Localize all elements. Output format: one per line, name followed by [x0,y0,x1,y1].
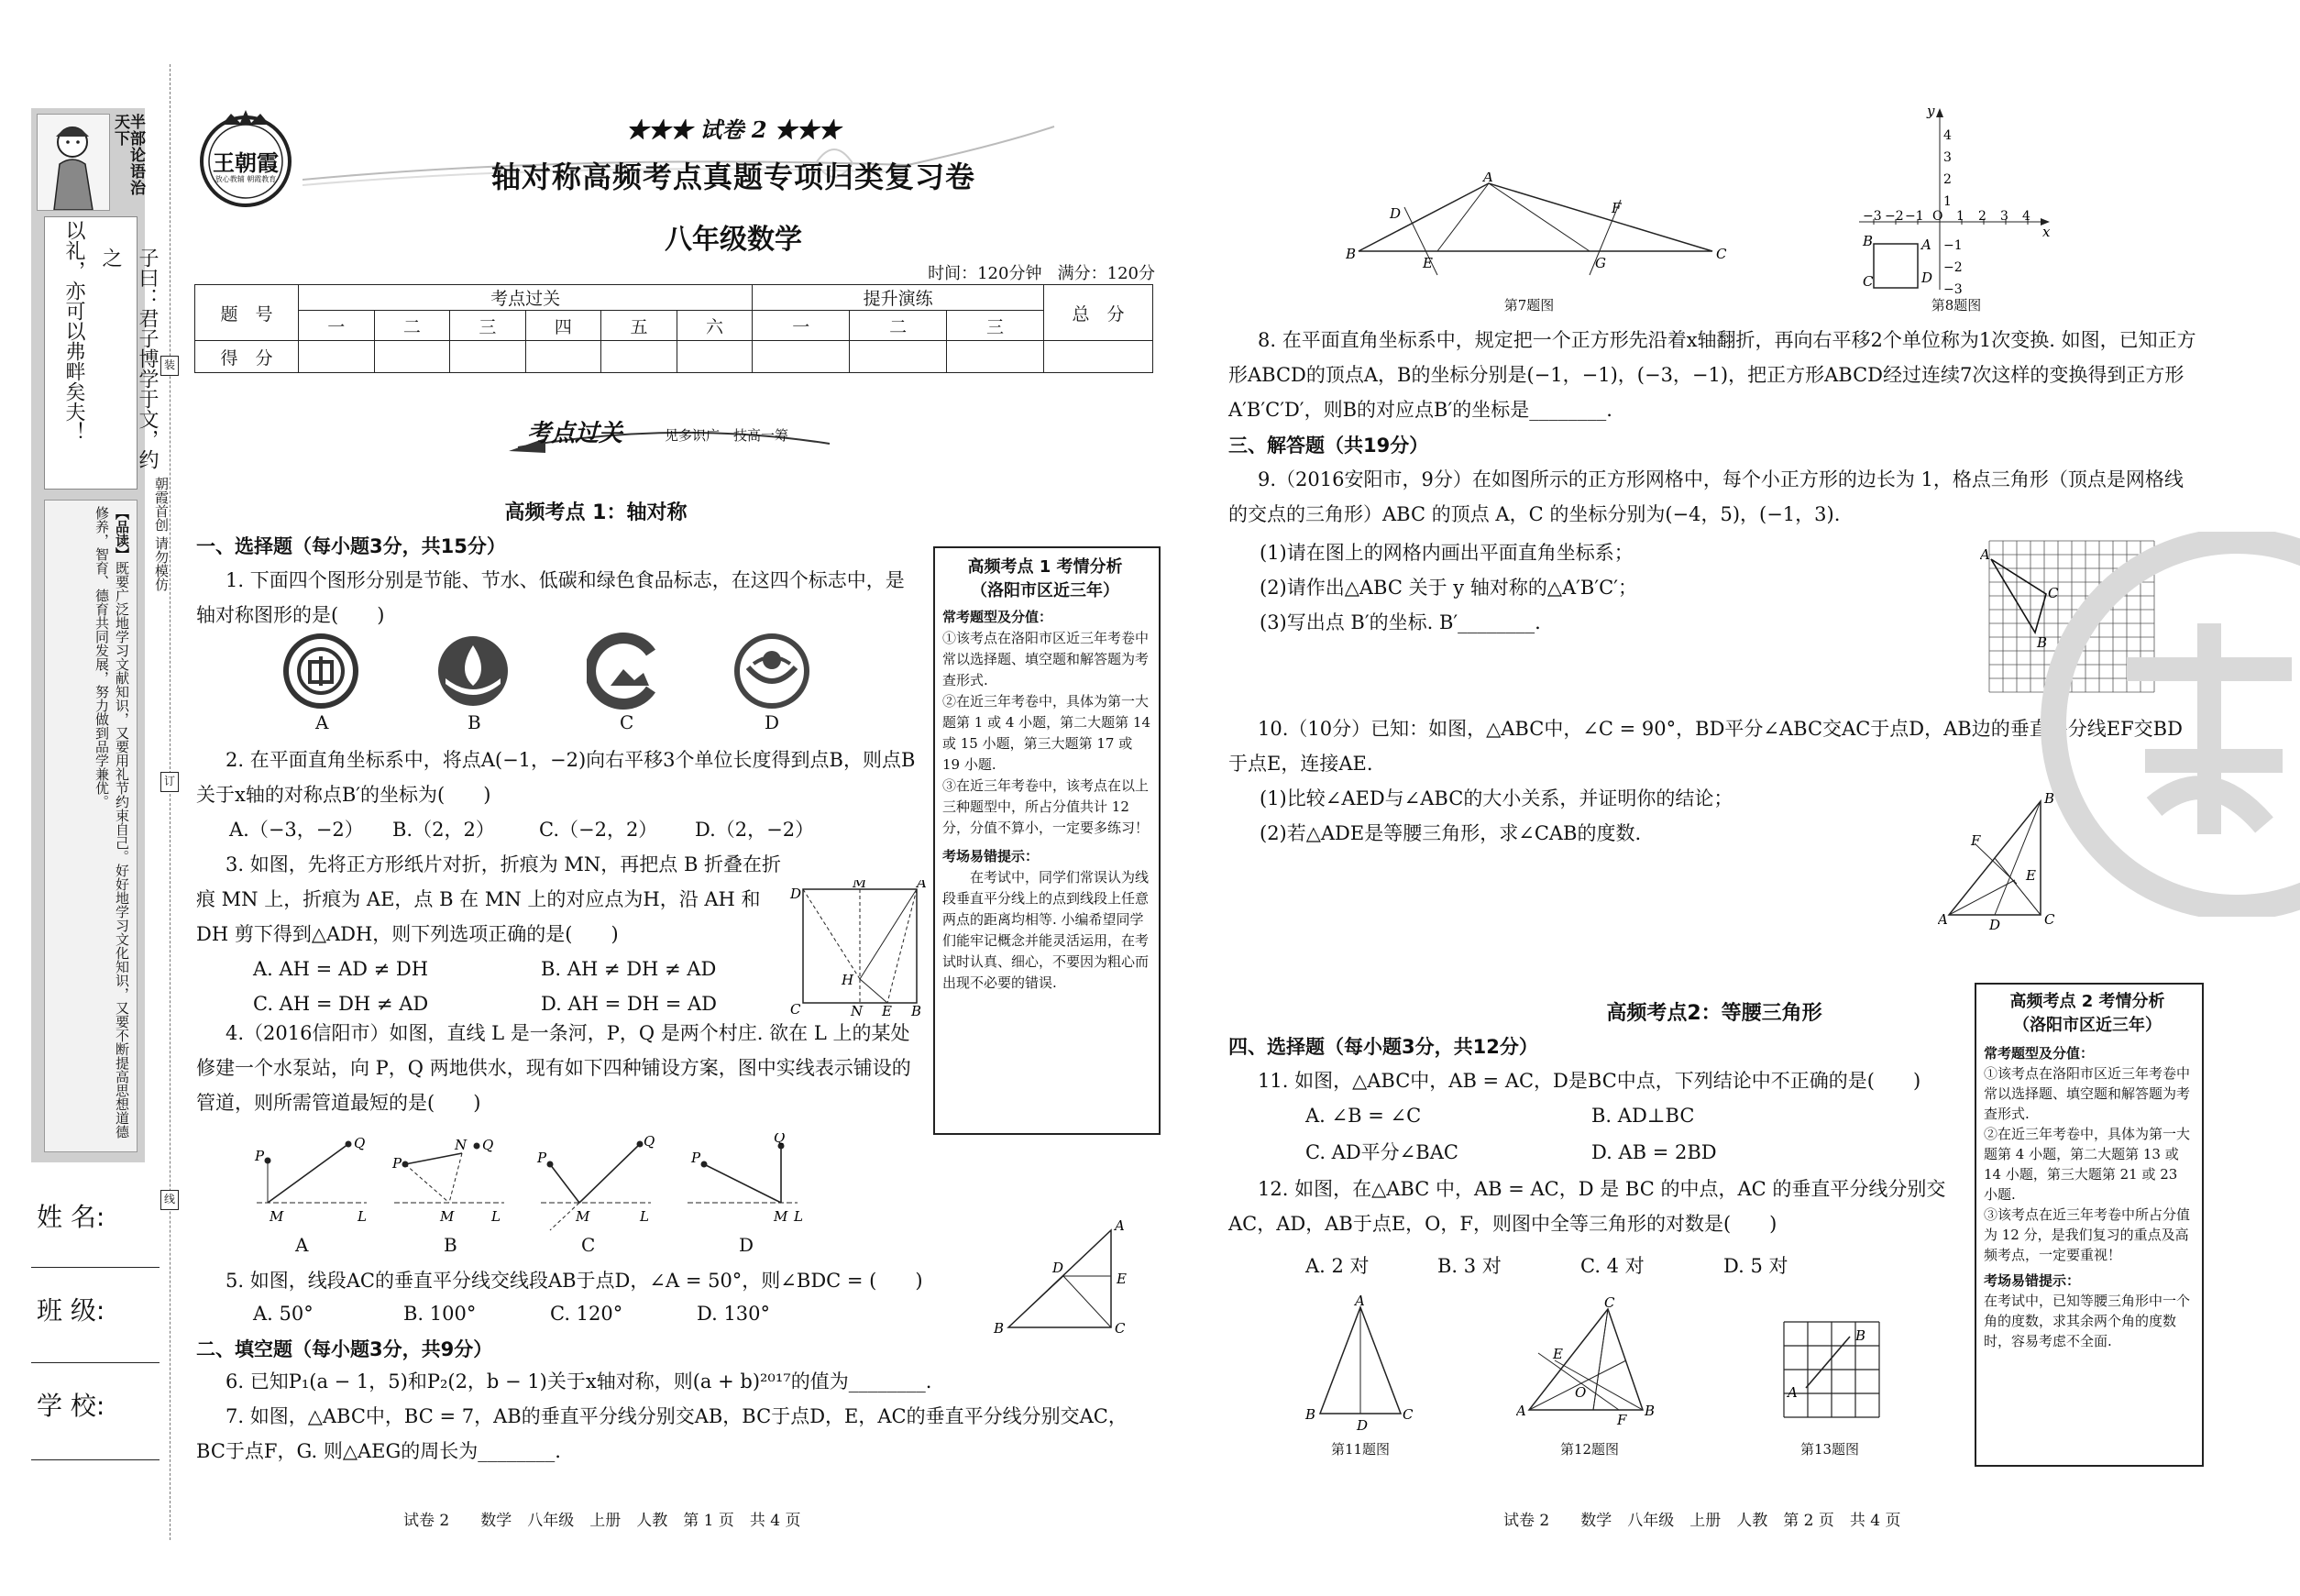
svg-text:A: A [1921,237,1931,253]
svg-text:−2: −2 [1943,260,1963,275]
q10-part1: (1)比较∠AED与∠ABC的大小关系，并证明你的结论； [1260,787,1733,809]
score-cell[interactable] [677,341,753,373]
score-cell[interactable] [525,341,601,373]
svg-text:D: D [1989,917,2001,933]
q12-opt-d: D. 5 对 [1723,1255,1788,1277]
q4-label-a: A [295,1234,309,1256]
fig13 [1777,1318,1905,1432]
score-col: 六 [677,311,753,341]
svg-text:4: 4 [2022,209,2030,224]
binding-mark-2: 订 [160,772,179,792]
svg-text:F: F [1617,1412,1627,1428]
svg-text:O: O [1932,209,1943,224]
q2-opt-d: D.（2，−2） [695,819,815,841]
q7-text: 7. 如图，△ABC中，BC = 7，AB的垂直平分线分别交AB，BC于点D，E，AC的垂直平分线分别交AC，BC于点F，G. 则△AEG的周长为________. [196,1405,1128,1462]
q1-logo-b [435,633,512,710]
svg-text:3: 3 [1943,150,1952,165]
svg-text:A: A [1788,1384,1798,1401]
score-col: 三 [450,311,526,341]
svg-text:P: P [392,1155,402,1172]
svg-text:C: C [1863,273,1874,290]
svg-text:D: D [790,886,802,902]
svg-text:B: B [1855,1327,1866,1344]
q3-opt-b: B. AH ≠ DH ≠ AD [541,958,717,980]
svg-text:H: H [842,972,854,988]
svg-text:C: C [1115,1320,1126,1337]
q4-label-d: D [739,1234,754,1256]
svg-text:B: B [1645,1403,1656,1419]
score-cell[interactable] [1044,341,1153,373]
svg-text:E: E [882,1003,892,1018]
q4-text: 4.（2016信阳市）如图，直线 L 是一条河，P，Q 是两个村庄. 欲在 L 上的某处修建一个水泵站，向 P，Q 两地供水，现有如下四种铺设方案，图中实线表示铺设的管道，则所需管道最短的是( ) [196,1022,911,1114]
q4-label-b: B [444,1234,457,1256]
score-total: 总 分 [1044,285,1153,341]
svg-text:−3: −3 [1943,282,1963,295]
analysis1-body [942,607,1151,994]
q9-part3: (3)写出点 B′的坐标. B′________. [1260,611,1541,633]
svg-text:3: 3 [2000,209,2008,224]
svg-text:D: D [1921,270,1933,286]
score-group-1: 考点过关 [299,285,753,311]
analysis1-p4: 在考试中，同学们常误认为线段垂直平分线上的点到线段上任意两点的距离均相等. 小编希望同学们能牢记概念并能灵活运用，在考试时认真、细心，不要因为粗心而出现不必要的错误. [942,869,1150,991]
q4-figure-b [385,1133,513,1232]
logo-sub: 放心教辅 朝霞教育 [215,175,277,183]
fig11 [1300,1294,1419,1432]
analysis1-h2: 考场易错提示： [942,848,1040,864]
svg-text:F: F [1612,200,1622,216]
q3-opt-a: A. AH = AD ≠ DH [253,958,429,980]
score-cell[interactable] [947,341,1044,373]
subject-title: 八年级数学 [665,224,802,256]
q12-opt-b: B. 3 对 [1437,1255,1502,1277]
score-row-label: 题 号 [195,285,299,341]
svg-text:B: B [2044,790,2055,807]
svg-text:Q: Q [644,1133,655,1150]
q5-opt-c: C. 120° [550,1303,623,1325]
analysis2-subtitle: （洛阳市区近三年） [2013,1016,2162,1035]
q12-opt-c: C. 4 对 [1580,1255,1645,1277]
fig7 [1346,172,1731,282]
svg-text:L: L [491,1208,501,1225]
svg-text:1: 1 [1956,209,1964,224]
svg-text:P: P [691,1150,701,1166]
svg-text:A: A [1938,911,1948,928]
sec4-title: 四、选择题（每小题3分，共12分） [1228,1036,1538,1058]
score-cell[interactable] [299,341,375,373]
svg-text:M: M [774,1208,788,1225]
school-field-label: 学 校: [37,1391,105,1421]
analysis1-p1: ①该考点在洛阳市区近三年考卷中常以选择题、填空题和解答题为考查形式. [942,630,1150,688]
q9-part2: (2)请作出△ABC 关于 y 轴对称的△A′B′C′； [1260,577,1637,599]
spine-cartoon [37,114,110,211]
svg-text:M: M [440,1208,455,1225]
score-cell[interactable] [450,341,526,373]
svg-text:B: B [2037,634,2048,651]
svg-text:E: E [2026,867,2036,884]
q2-opt-b: B.（2，2） [392,819,495,841]
q1-logo-c [587,633,664,710]
svg-text:C: C [2044,911,2055,928]
svg-text:−1: −1 [1905,209,1924,224]
analysis2-p3: ③该考点在近三年考卷中所占分值为 12 分，是我们复习的重点及高频考点，一定要重视！ [1984,1206,2191,1263]
svg-text:x: x [2042,224,2051,240]
svg-text:A: A [1355,1294,1365,1309]
q11-opt-d: D. AB = 2BD [1591,1141,1717,1163]
sec2-title: 二、填空题（每小题3分，共9分） [196,1338,493,1360]
score-cell[interactable] [850,341,947,373]
brand-note: 朝霞首创 请勿模仿 [153,477,170,591]
q6-text: 6. 已知P₁(a − 1，5)和P₂(2，b − 1)关于x轴对称，则(a + b)²⁰¹⁷的值为________. [226,1370,932,1392]
svg-text:E: E [1423,255,1433,271]
q3-opt-c: C. AH = DH ≠ AD [253,993,429,1015]
svg-text:A: A [1115,1219,1125,1234]
svg-text:L: L [794,1208,803,1225]
fig8-caption: 第8题图 [1931,297,1982,314]
binding-line [170,64,171,1540]
paper-title: 轴对称高频考点真题专项归类复习卷 [490,160,975,194]
svg-text:B: B [1346,246,1357,262]
binding-mark-1: 装 [160,356,179,376]
q11-opt-a: A. ∠B = ∠C [1305,1105,1422,1127]
spine-pindu-label: 【品读】 [114,506,130,561]
q3-text: 3. 如图，先将正方形纸片对折，折痕为 MN，再把点 B 折叠在折痕 MN 上，折痕为 AE，点 B 在 MN 上的对应点为H，沿 AH 和 DH 剪下得到△ADH，则下列选项正确的是( ) [196,853,782,945]
school-field-line[interactable] [31,1459,160,1460]
q5-text: 5. 如图，线段AC的垂直平分线交线段AB于点D，∠A = 50°，则∠BDC = ( ) [226,1270,923,1292]
analysis1-p3: ③在近三年考卷中，该考点在以上三种题型中，所占分值共计 12 分，分值不算小，一定要多练习！ [942,777,1150,836]
q9-part1: (1)请在图上的网格内画出平面直角坐标系； [1260,542,1634,564]
class-field-line[interactable] [31,1362,160,1363]
q8-text: 8. 在平面直角坐标系中，规定把一个正方形先沿着x轴翻折，再向右平移2个单位称为1次变换. 如图，已知正方形ABCD的顶点A，B的坐标分别是(−1，−1)，(−3，−1)，把正方形ABCD经过连续7次这样的变换得到正方形A′B′C′D′，则B的对应点B′的坐标是________. [1228,329,2196,421]
svg-text:C: C [1403,1406,1414,1423]
analysis2-p1: ①该考点在洛阳市区近三年考卷中常以选择题、填空题和解答题为考查形式. [1984,1065,2191,1122]
svg-text:Q: Q [354,1135,366,1151]
time-info: 时间：120分钟 满分：120分 [928,264,1155,283]
analysis2-p4: 在考试中，已知等腰三角形中一个角的度数，求其余两个角的度数时，容易考虑不全面. [1984,1293,2191,1349]
svg-text:B: B [1863,233,1874,249]
svg-text:C: C [1716,246,1727,262]
q2-opt-c: C.（−2，2） [539,819,658,841]
spine-pindu-text [51,506,132,1148]
score-cell[interactable] [601,341,677,373]
score-col: 五 [601,311,677,341]
svg-text:A: A [917,880,926,891]
q5-opt-d: D. 130° [697,1303,771,1325]
sec1-title: 一、选择题（每小题3分，共15分） [196,535,506,557]
svg-text:C: C [2048,585,2059,601]
score-table [194,284,1153,373]
q10-text: 10.（10分）已知：如图，△ABC中，∠C = 90°，BD平分∠ABC交AC于点D，AB边的垂直平分线EF交BD于点E，连接AE. [1228,718,2183,775]
svg-text:F: F [1971,832,1981,849]
svg-text:−3: −3 [1863,209,1882,224]
svg-text:B: B [911,1003,922,1018]
q2-opt-a: A.（−3，−2） [229,819,364,841]
q5-opt-b: B. 100° [403,1303,477,1325]
score-cell[interactable] [374,341,450,373]
score-col: 二 [850,311,947,341]
q1-label-b: B [468,711,481,733]
seal-stamp [2017,532,2300,917]
svg-text:M: M [576,1208,590,1225]
svg-text:B: B [994,1320,1005,1337]
class-field-label: 班 级: [37,1295,105,1326]
svg-text:4: 4 [1943,128,1952,143]
q5-figure [990,1219,1137,1338]
q9-text: 9.（2016安阳市，9分）在如图所示的正方形网格中，每个小正方形的边长为 1，格点三角形（顶点是网格线的交点的三角形）ABC 的顶点 A，C 的坐标分别为(−4，5)，(−1，3). [1228,468,2184,525]
q11-text: 11. 如图，△ABC中，AB = AC，D是BC中点，下列结论中不正确的是( ) [1258,1070,1921,1092]
svg-text:Q: Q [482,1137,494,1153]
svg-text:y: y [1927,103,1935,119]
svg-text:N: N [455,1137,468,1153]
q11-opt-b: B. AD⊥BC [1591,1105,1695,1127]
svg-text:2: 2 [1978,209,1986,224]
analysis1-title: 高频考点 1 考情分析 [967,557,1123,577]
banner-main: 考点过关 [527,420,623,447]
q11-opt-c: C. AD平分∠BAC [1305,1141,1458,1163]
banner-sub: 见多识广 技高一筹 [665,427,789,444]
q1-logo-d [733,633,810,710]
q4-figure-c [532,1133,660,1232]
q4-figure-d [678,1133,807,1232]
svg-text:1: 1 [1943,194,1952,209]
topic2-title: 高频考点2：等腰三角形 [1606,1002,1822,1025]
svg-text:N: N [851,1003,864,1018]
q4-figure-a [248,1133,376,1232]
name-field-label: 姓 名: [37,1202,105,1232]
score-group-2: 提升演练 [753,285,1044,311]
svg-text:L: L [640,1208,649,1225]
q1-logo-a [282,633,359,710]
score-col: 一 [753,311,850,341]
svg-text:D: D [1390,205,1402,222]
q12-text: 12. 如图，在△ABC 中，AB = AC，D 是 BC 的中点，AC 的垂直平分线分别交AC，AD，AB于点E，O，F，则图中全等三角形的对数是( ) [1228,1178,1946,1235]
score-col: 一 [299,311,375,341]
svg-text:P: P [537,1150,547,1166]
name-field-line[interactable] [31,1267,160,1268]
analysis2-p2: ②在近三年考卷中，具体为第一大题第 4 小题，第二大题第 13 或 14 小题，第三大题第 21 或 23 小题. [1984,1126,2191,1203]
fig12-caption: 第12题图 [1559,1441,1620,1458]
q12-opt-a: A. 2 对 [1305,1255,1370,1277]
q10-part2: (2)若△ADE是等腰三角形，求∠CAB的度数. [1260,822,1642,844]
spine-quote-2: 以礼，亦可以弗畔矣夫！ [62,220,85,442]
q3-opt-d: D. AH = DH = AD [541,993,717,1015]
svg-text:2: 2 [1943,172,1952,187]
spine-pindu-body: 既要广泛地学习文献知识，又要用礼节约束自己。好好地学习文化知识，又要不断提高思想道德修养，智育、德育共同发展，努力做到品学兼优。 [94,506,130,1139]
topic1-title: 高频考点 1：轴对称 [504,501,688,524]
q1-label-c: C [620,711,634,733]
score-row2-label: 得 分 [195,341,299,373]
fig13-caption: 第13题图 [1799,1441,1860,1458]
svg-text:−2: −2 [1885,209,1904,224]
q2-text: 2. 在平面直角坐标系中，将点A(−1，−2)向右平移3个单位长度得到点B，则点B关于x轴的对称点B′的坐标为( ) [196,749,916,806]
sec3-title: 三、解答题（共19分） [1228,435,1429,457]
svg-text:E: E [1553,1346,1563,1362]
svg-text:C: C [790,1001,801,1018]
svg-text:L: L [358,1208,367,1225]
svg-text:E: E [1117,1271,1127,1287]
svg-text:P: P [255,1148,265,1164]
score-col: 三 [947,311,1044,341]
analysis1-p2: ②在近三年考卷中，具体为第一大题第 1 或 4 小题，第二大题第 14 或 15 小题，第三大题第 17 或 19 小题. [942,693,1151,773]
svg-text:M: M [853,880,867,891]
analysis2-h1: 常考题型及分值： [1984,1045,2095,1062]
svg-text:Q: Q [774,1133,786,1146]
svg-text:B: B [1305,1406,1316,1423]
analysis2-title: 高频考点 2 考情分析 [2009,992,2165,1011]
spine-quote-1: 子曰：君子博学于文，约之 [99,248,159,469]
fig12 [1516,1296,1663,1432]
footer-left: 试卷 2 数学 八年级 上册 人教 第 1 页 共 4 页 [403,1512,801,1530]
q1-label-a: A [315,711,329,733]
analysis1-subtitle: （洛阳市区近三年） [971,581,1119,600]
fig11-caption: 第11题图 [1330,1441,1391,1458]
binding-mark-3: 线 [160,1190,179,1210]
svg-text:−1: −1 [1943,238,1963,253]
svg-text:C: C [1604,1296,1615,1311]
paper-number: ★★★ 试卷 2 ★★★ [626,116,841,143]
fig8 [1850,103,2055,295]
score-cell[interactable] [753,341,850,373]
q5-opt-a: A. 50° [253,1303,314,1325]
svg-text:O: O [1575,1384,1587,1401]
score-col: 二 [374,311,450,341]
q4-label-c: C [581,1234,596,1256]
analysis2-h2: 考场易错提示： [1984,1272,2081,1289]
q1-text: 1. 下面四个图形分别是节能、节水、低碳和绿色食品标志，在这四个标志中，是轴对称图形的是( ) [196,569,905,626]
svg-text:D: D [1357,1417,1369,1432]
q1-label-d: D [765,711,780,733]
score-col: 四 [525,311,601,341]
q3-figure [788,880,926,1018]
svg-text:A: A [1483,172,1493,185]
svg-text:D: D [1052,1260,1064,1276]
spine-motto: 半部论语治天下 [111,114,145,196]
svg-text:A: A [1980,546,1990,563]
logo-text: 王朝霞 [213,149,279,176]
svg-text:A: A [1516,1403,1526,1419]
fig7-caption: 第7题图 [1503,297,1555,314]
svg-text:G: G [1595,255,1606,271]
footer-right: 试卷 2 数学 八年级 上册 人教 第 2 页 共 4 页 [1503,1512,1901,1530]
svg-text:M: M [270,1208,284,1225]
analysis1-h1: 常考题型及分值： [942,609,1053,625]
analysis2-body [1984,1043,2195,1351]
